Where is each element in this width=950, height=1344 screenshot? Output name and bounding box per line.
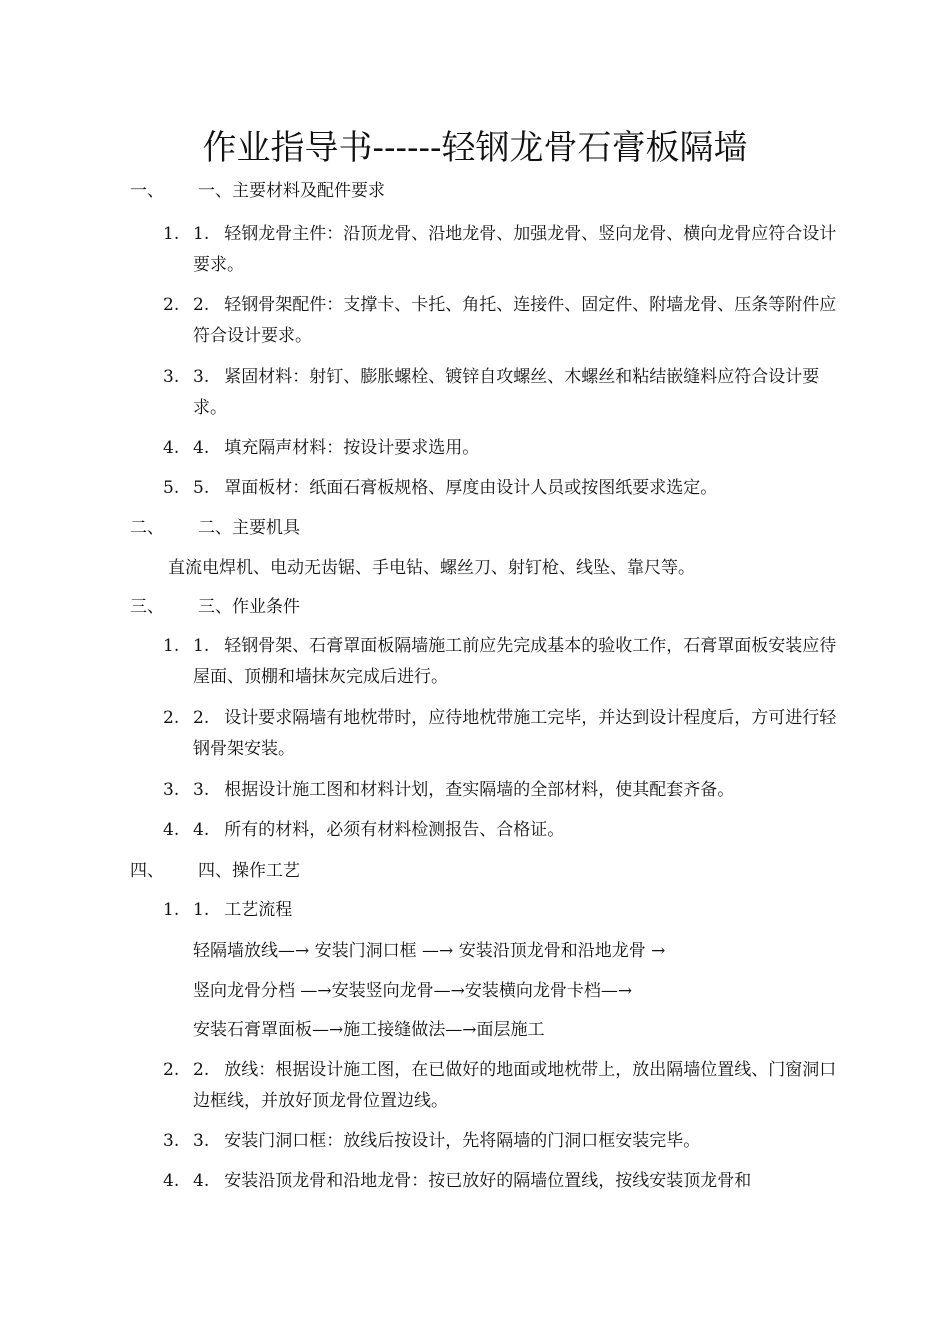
list-subnumber: 5. <box>193 478 210 498</box>
list-text: 安装沿顶龙骨和沿地龙骨：按已放好的隔墙位置线，按线安装顶龙骨和 <box>224 1171 752 1191</box>
list-text: 紧固材料：射钉、膨胀螺栓、镀锌自攻螺丝、木螺丝和粘结嵌缝料应符合设计要求。 <box>193 367 820 418</box>
list-item <box>163 433 843 464</box>
list-text: 根据设计施工图和材料计划，查实隔墙的全部材料，使其配套齐备。 <box>224 780 735 800</box>
list-item <box>163 1166 843 1197</box>
list-item <box>163 703 843 765</box>
list-subnumber: 4. <box>193 820 210 840</box>
section-heading-1 <box>130 179 385 203</box>
list-subnumber: 4. <box>193 438 210 458</box>
list-item <box>163 631 843 693</box>
list-subnumber: 2. <box>193 708 210 728</box>
list-number: 1. <box>163 636 180 656</box>
section-number: 一、 <box>130 181 164 201</box>
section-title: 三、作业条件 <box>198 597 300 617</box>
list-item <box>163 815 843 846</box>
list-number: 2. <box>163 708 180 728</box>
process-flow-line: 竖向龙骨分档 —→安装竖向龙骨—→安装横向龙骨卡档—→ <box>193 981 633 1001</box>
list-text: 填充隔声材料：按设计要求选用。 <box>224 438 480 458</box>
list-text: 轻钢龙骨主件：沿顶龙骨、沿地龙骨、加强龙骨、竖向龙骨、横向龙骨应符合设计要求。 <box>193 224 837 275</box>
list-item <box>163 1126 843 1157</box>
list-subnumber: 3. <box>193 780 210 800</box>
list-subnumber: 1. <box>193 636 210 656</box>
section-number: 二、 <box>130 518 164 538</box>
list-number: 3. <box>163 367 180 387</box>
list-text: 罩面板材：纸面石膏板规格、厚度由设计人员或按图纸要求选定。 <box>224 478 718 498</box>
process-flow-line: 安装石膏罩面板—→施工接缝做法—→面层施工 <box>193 1020 545 1040</box>
section-heading-4 <box>130 859 300 883</box>
list-number: 4. <box>163 438 180 458</box>
list-subnumber: 3. <box>193 367 210 387</box>
list-text: 安装门洞口框：放线后按设计，先将隔墙的门洞口框安装完毕。 <box>224 1131 701 1151</box>
list-text: 放线：根据设计施工图，在已做好的地面或地枕带上，放出隔墙位置线、门窗洞口边框线，并放好顶龙骨位置边线。 <box>193 1060 837 1111</box>
section-heading-2 <box>130 516 300 540</box>
list-item <box>163 290 843 352</box>
list-number: 2. <box>163 1060 180 1080</box>
list-subnumber: 4. <box>193 1171 210 1191</box>
list-text: 工艺流程 <box>224 900 293 920</box>
list-item <box>163 1055 843 1117</box>
section-title: 一、主要材料及配件要求 <box>198 181 385 201</box>
list-subnumber: 2. <box>193 295 210 315</box>
list-text: 设计要求隔墙有地枕带时，应待地枕带施工完毕，并达到设计程度后，方可进行轻钢骨架安装。 <box>193 708 837 759</box>
section-number: 四、 <box>130 861 164 881</box>
section-number: 三、 <box>130 597 164 617</box>
paragraph: 直流电焊机、电动无齿锯、手电钻、螺丝刀、射钉枪、线坠、靠尺等。 <box>168 558 695 578</box>
document-title: 作业指导书------轻钢龙骨石膏板隔墙 <box>202 128 748 168</box>
list-number: 4. <box>163 1171 180 1191</box>
list-text: 轻钢骨架、石膏罩面板隔墙施工前应先完成基本的验收工作，石膏罩面板安装应待屋面、顶棚和墙抹灰完成后进行。 <box>193 636 837 687</box>
section-title: 二、主要机具 <box>198 518 300 538</box>
list-item <box>163 362 843 424</box>
list-text: 所有的材料，必须有材料检测报告、合格证。 <box>224 820 565 840</box>
list-item <box>163 473 843 504</box>
section-title: 四、操作工艺 <box>198 861 300 881</box>
list-number: 4. <box>163 820 180 840</box>
section-heading-3 <box>130 595 300 619</box>
list-subnumber: 3. <box>193 1131 210 1151</box>
list-number: 2. <box>163 295 180 315</box>
list-subnumber: 2. <box>193 1060 210 1080</box>
list-text: 轻钢骨架配件：支撑卡、卡托、角托、连接件、固定件、附墙龙骨、压条等附件应符合设计要求。 <box>193 295 837 346</box>
list-number: 5. <box>163 478 180 498</box>
list-item <box>163 775 843 806</box>
list-number: 1. <box>163 900 180 920</box>
list-item <box>163 219 843 281</box>
process-flow-line: 轻隔墙放线—→ 安装门洞口框 —→ 安装沿顶龙骨和沿地龙骨 → <box>193 941 666 961</box>
list-number: 3. <box>163 1131 180 1151</box>
list-subnumber: 1. <box>193 224 210 244</box>
list-number: 3. <box>163 780 180 800</box>
list-subnumber: 1. <box>193 900 210 920</box>
list-number: 1. <box>163 224 180 244</box>
list-item <box>163 895 843 926</box>
